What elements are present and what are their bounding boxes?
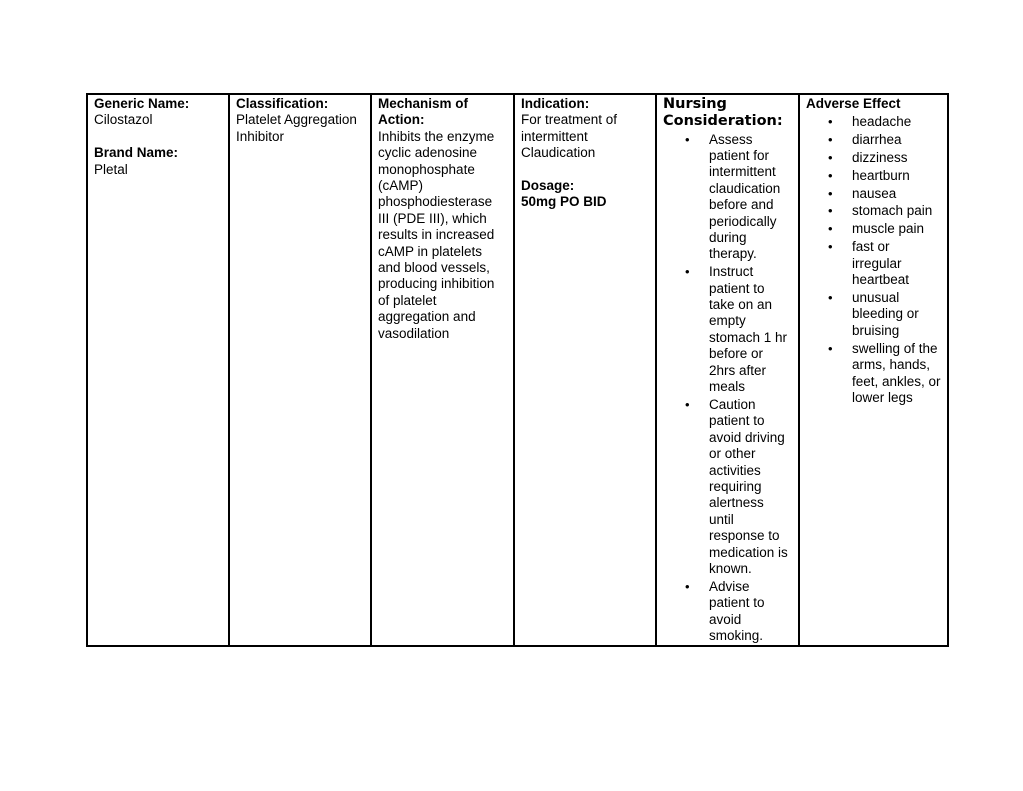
adverse-effect-cell [799,94,948,646]
brand-name-label: Brand Name: [94,145,179,161]
adverse-item-text: fast or irregular heartbeat [852,239,910,288]
bullet-icon: • [828,203,833,219]
mechanism-cell [371,94,514,646]
nursing-item-text: Caution patient to avoid driving or other activities requiring alertness until response to medication is known. [709,397,788,577]
bullet-icon: • [685,397,690,412]
list-item [806,114,941,130]
generic-name-label: Generic Name: [94,96,190,111]
bullet-icon: • [828,185,833,201]
nursing-item-text: Assess patient for intermittent claudication before and periodically during therapy. [709,131,781,262]
list-item [806,239,941,288]
list-item [806,150,941,166]
adverse-item-text: heartburn [852,167,910,183]
classification-value: Platelet Aggregation Inhibitor [236,112,357,144]
list-item [663,579,792,645]
indication-label: Indication: [521,96,590,111]
list-item [663,397,792,577]
adverse-item-text: unusual bleeding or bruising [852,289,919,338]
adverse-item-text: muscle pain [852,221,925,237]
generic-name-value: Cilostazol [94,112,153,128]
nursing-item-text: Advise patient to avoid smoking. [709,578,765,644]
dosage-label: Dosage: [521,178,575,194]
spacer [521,162,649,178]
adverse-item-text: dizziness [852,149,908,165]
nursing-label: Nursing Consideration: [663,96,783,129]
brand-name-value: Pletal [94,161,128,177]
list-item [806,186,941,202]
nursing-item-text: Instruct patient to take on an empty stomach 1 hr before or 2hrs after meals [709,264,788,395]
list-item [806,341,941,407]
list-item [663,264,792,395]
bullet-icon: • [828,340,833,356]
drug-study-table [86,93,949,647]
classification-label: Classification: [236,96,329,111]
bullet-icon: • [828,289,833,305]
bullet-icon: • [685,578,690,594]
bullet-icon: • [828,131,833,147]
list-item [806,203,941,219]
list-item [806,132,941,148]
adverse-item-text: stomach pain [852,203,933,219]
nursing-cell [656,94,799,646]
table-row [87,94,948,646]
generic-name-cell [87,94,229,646]
bullet-icon: • [828,239,833,255]
list-item [806,221,941,237]
spacer [94,129,222,145]
adverse-item-text: nausea [852,185,897,201]
bullet-icon: • [828,149,833,165]
adverse-item-text: diarrhea [852,131,902,147]
mechanism-label: Mechanism of Action: [378,96,469,128]
list-item [663,132,792,263]
list-item [806,168,941,184]
classification-cell [229,94,371,646]
dosage-value: 50mg PO BID [521,194,607,210]
bullet-icon: • [685,264,690,280]
indication-cell [514,94,656,646]
adverse-item-text: headache [852,113,912,129]
bullet-icon: • [828,167,833,183]
adverse-effect-label: Adverse Effect [806,96,901,111]
bullet-icon: • [828,221,833,237]
adverse-item-text: swelling of the arms, hands, feet, ankles, or lower legs [852,340,941,405]
bullet-icon: • [685,131,690,147]
indication-value: For treatment of intermittent Claudication [521,112,618,161]
mechanism-value: Inhibits the enzyme cyclic adenosine monophosphate (cAMP) phosphodiesterase III (PDE III), which results in increased cAMP in platelets and blood vessels, producing inhibition of platelet aggregation and vasodilation [378,128,495,341]
nursing-list [663,132,792,645]
bullet-icon: • [828,113,833,129]
list-item [806,290,941,339]
adverse-effect-list [806,114,941,406]
